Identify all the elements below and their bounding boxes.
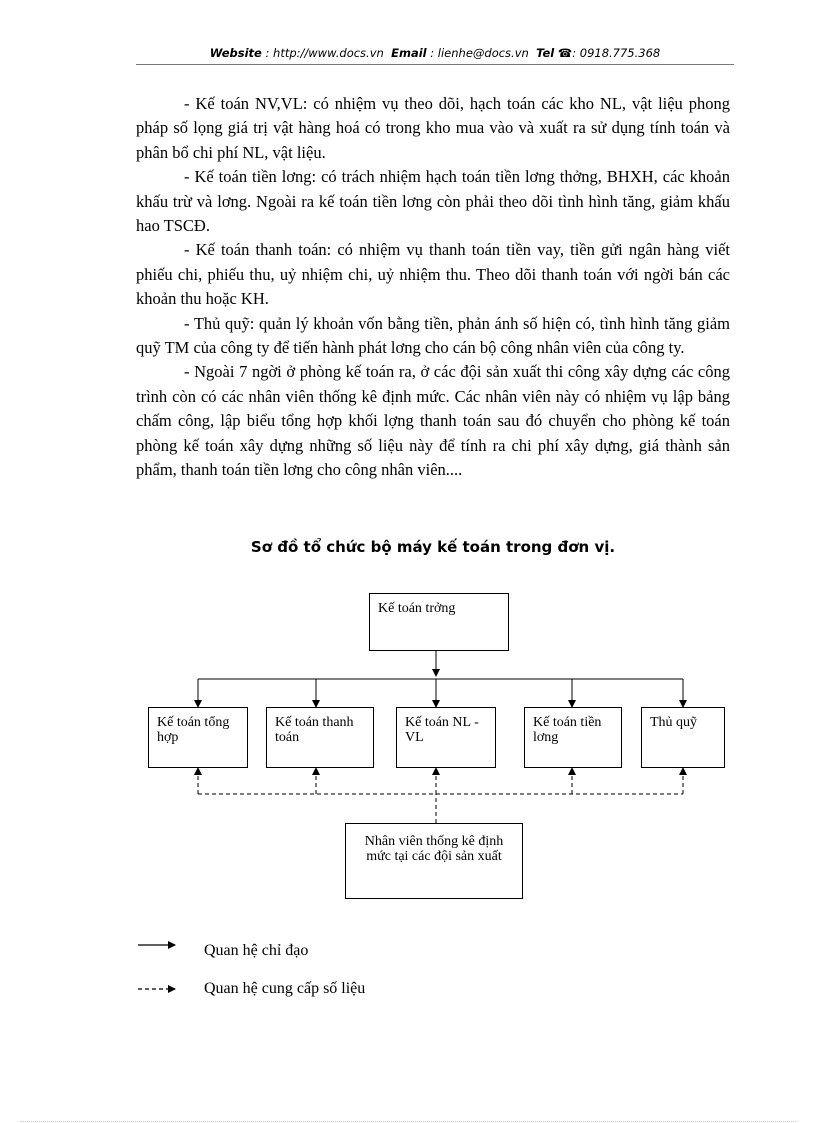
legend-dashed-label: Quan hệ cung cấp số liệu: [204, 980, 366, 997]
tel-value: : 0918.775.368: [572, 46, 661, 60]
paragraph: - Ngoài 7 ngời ở phòng kế toán ra, ở các đội sản xuất thi công xây dựng các công trình còn có các nhân viên thống kê định mức. Các nhân viên này có nhiệm vụ lập bảng chấm công, lập biểu tổng hợp khối lợng thanh toán sau đó chuyển cho phòng kế toán phòng kế toán xây dựng những số liệu này để tính ra chi phí xây dựng, giá thành sản phẩm, thanh toán tiền lơng cho công nhân viên....: [136, 362, 730, 480]
box-general-accountant: Kế toán tổng hợp: [148, 707, 248, 768]
website-label: Website: [209, 46, 262, 60]
email-label: Email: [391, 46, 427, 60]
box-cashier: Thủ quỹ: [641, 707, 725, 768]
box-chief-accountant: Kế toán trởng: [369, 593, 509, 651]
paragraph: - Kế toán NV,VL: có nhiệm vụ theo dõi, hạch toán các kho NL, vật liệu phong pháp số lọng giá trị vật hàng hoá có trong kho mua vào và xuất ra sử dụng tính toán và phân bổ chi phí NL, vật liệu.: [136, 94, 730, 162]
box-materials-accountant: Kế toán NL - VL: [396, 707, 496, 768]
legend-solid-label: Quan hệ chỉ đạo: [204, 942, 309, 959]
box-payment-accountant: Kế toán thanh toán: [266, 707, 374, 768]
box-statistics-staff: Nhân viên thống kê định mức tại các đội sản xuất: [345, 823, 523, 899]
tel-label: Tel: [536, 46, 555, 60]
paragraph: - Kế toán tiền lơng: có trách nhiệm hạch toán tiền lơng thởng, BHXH, các khoản khấu trừ và lơng. Ngoài ra kế toán tiền lơng còn phải theo dõi tình hình tăng, giảm khấu hao TSCĐ.: [136, 167, 730, 236]
phone-icon: ☎: [557, 46, 573, 60]
page-footer-divider: [20, 1121, 796, 1122]
email-value[interactable]: : lienhe@docs.vn: [430, 46, 529, 60]
paragraph: - Kế toán thanh toán: có nhiệm vụ thanh toán tiền vay, tiền gửi ngân hàng viết phiếu chi, phiếu thu, uỷ nhiệm chi, uỷ nhiệm thu. Theo dõi thanh toán với ngời bán các khoản thu hoặc KH.: [136, 240, 730, 309]
diagram-title: Sơ đồ tổ chức bộ máy kế toán trong đơn vị.: [250, 538, 616, 556]
box-salary-accountant: Kế toán tiền lơng: [524, 707, 622, 768]
paragraph: - Thủ quỹ: quản lý khoản vốn bằng tiền, phản ánh số hiện có, tình hình tăng giảm quỹ TM của công ty để tiến hành phát lơng cho cán bộ công nhân viên của công ty.: [136, 313, 730, 358]
website-value[interactable]: : http://www.docs.vn: [265, 46, 384, 60]
